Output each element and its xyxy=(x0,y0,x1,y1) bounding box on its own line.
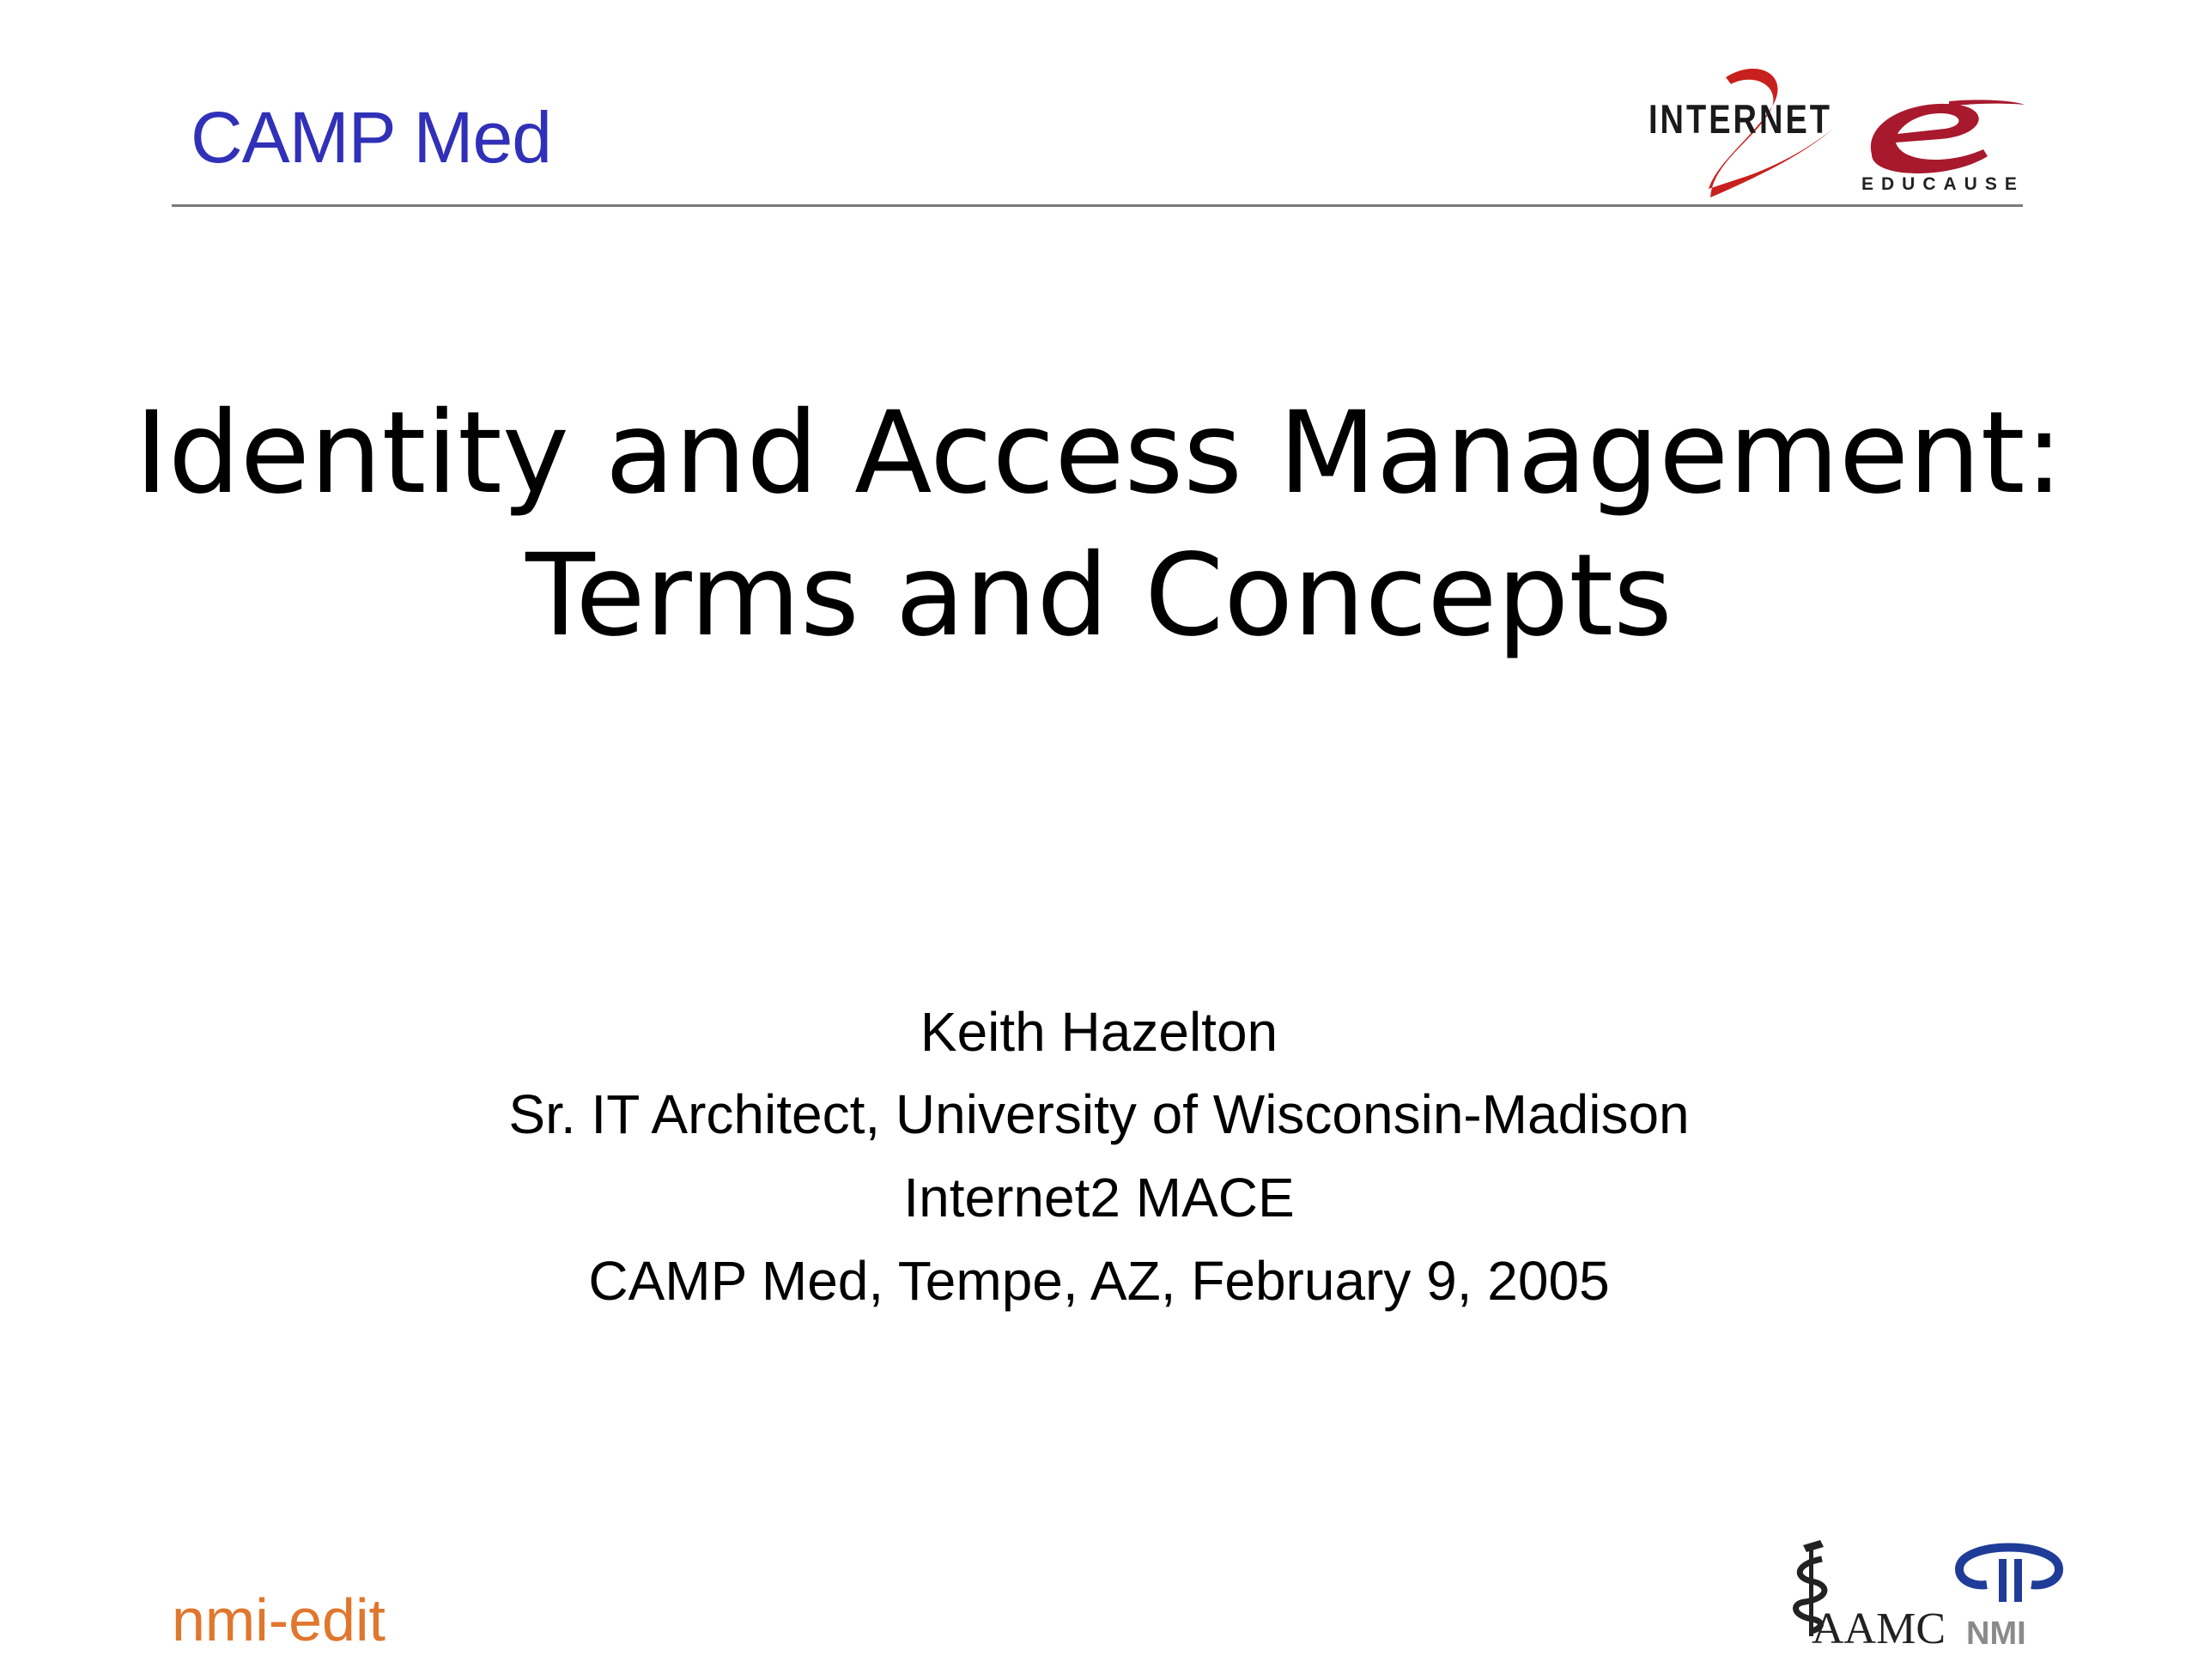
aamc-logo xyxy=(1786,1537,1946,1657)
internet2-wordmark: INTERNET xyxy=(1648,97,1832,143)
nmi-arch-icon xyxy=(1949,1528,2069,1610)
aamc-wordmark: AAMC xyxy=(1812,1604,1946,1653)
educause-logo xyxy=(1855,94,2026,206)
internet2-logo xyxy=(1648,60,1837,206)
footer-label: nmi-edit xyxy=(172,1586,386,1653)
slide-title-line-1: Identity and Access Management: xyxy=(135,387,2063,519)
educause-wordmark: EDUCAUSE xyxy=(1861,174,2025,194)
nmi-logo xyxy=(1949,1528,2069,1657)
slide-title-line-2: Terms and Concepts xyxy=(525,530,1673,662)
event-details: CAMP Med, Tempe, AZ, February 9, 2005 xyxy=(588,1250,1610,1312)
nmi-wordmark: NMI xyxy=(1966,1616,2026,1652)
author-organization: Internet2 MACE xyxy=(903,1167,1295,1228)
author-position: Sr. IT Architect, University of Wisconsin-Madison xyxy=(508,1083,1690,1145)
author-name: Keith Hazelton xyxy=(920,1001,1278,1063)
header-divider xyxy=(172,204,2023,207)
educause-e-icon xyxy=(1855,94,2026,176)
header-title: CAMP Med xyxy=(191,97,551,178)
